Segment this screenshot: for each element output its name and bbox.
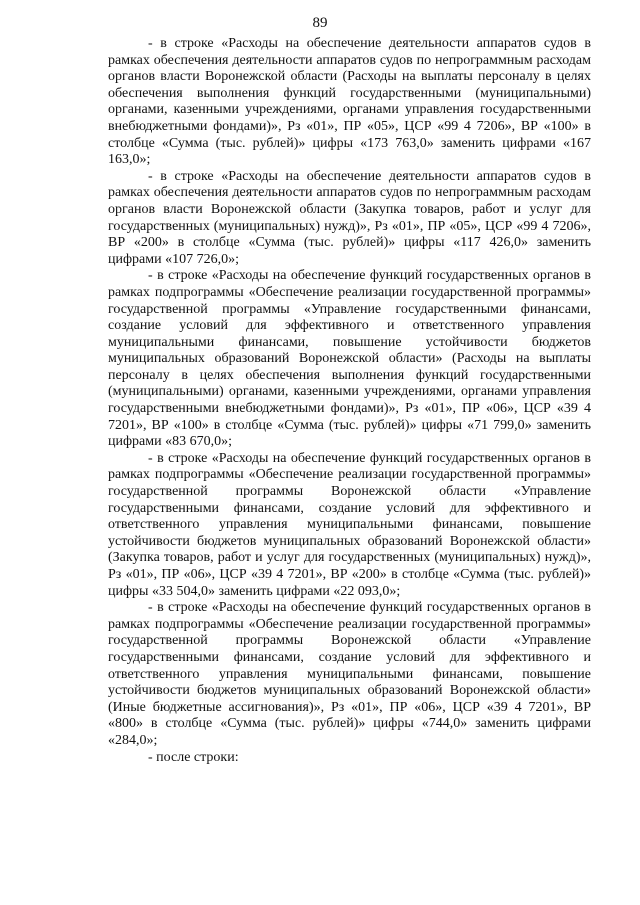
- page-number: 89: [312, 15, 328, 31]
- document-body: [108, 36, 591, 766]
- paragraph-1: - в строке «Расходы на обеспечение деятельности аппаратов судов в рамках обеспечения деятельности аппаратов судов по непрограммным расходам органов власти Воронежской области (Расходы на выплаты персоналу в целях обеспечения выполнения функций государственными (муниципальными) органами, казенными учреждениями, органами управления государственными внебюджетными фондами)», Рз «01», ПР «05», ЦСР «99 4 7206», ВР «100» в столбце «Сумма (тыс. рублей)» цифры «173 763,0» заменить цифрами «167 163,0»;: [108, 36, 591, 168]
- paragraph-6: - после строки:: [148, 749, 239, 765]
- paragraph-2: - в строке «Расходы на обеспечение деятельности аппаратов судов в рамках обеспечения деятельности аппаратов судов по непрограммным расходам органов власти Воронежской области (Закупка товаров, работ и услуг для государственных (муниципальных) нужд)», Рз «01», ПР «05», ЦСР «99 4 7206», ВР «200» в столбце «Сумма (тыс. рублей)» цифры «117 426,0» заменить цифрами «107 726,0»;: [108, 168, 591, 267]
- paragraph-5: - в строке «Расходы на обеспечение функций государственных органов в рамках подпрограммы «Обеспечение реализации государственной программы» государственной программы Воронежской области «Управление государственными финансами, создание условий для эффективного и ответственного управления муниципальными финансами, повышение устойчивости бюджетов муниципальных образований Воронежской области» (Иные бюджетные ассигнования)», Рз «01», ПР «06», ЦСР «39 4 7201», ВР «800» в столбце «Сумма (тыс. рублей)» цифры «744,0» заменить цифрами «284,0»;: [108, 600, 591, 748]
- paragraph-4: - в строке «Расходы на обеспечение функций государственных органов в рамках подпрограммы «Обеспечение реализации государственной программы» государственной программы Воронежской области «Управление государственными финансами, создание условий для эффективного и ответственного управления муниципальными финансами, повышение устойчивости бюджетов муниципальных образований Воронежской области» (Закупка товаров, работ и услуг для государственных (муниципальных) нужд)», Рз «01», ПР «06», ЦСР «39 4 7201», ВР «200» в столбце «Сумма (тыс. рублей)» цифры «33 504,0» заменить цифрами «22 093,0»;: [108, 450, 591, 599]
- paragraph-3: - в строке «Расходы на обеспечение функций государственных органов в рамках подпрограммы «Обеспечение реализации государственной программы» государственной программы «Управление государственными финансами, создание условий для эффективного и ответственного управления муниципальными финансами, повышение устойчивости бюджетов муниципальных образований Воронежской области» (Расходы на выплаты персоналу в целях обеспечения выполнения функций государственными (муниципальными) органами, казенными учреждениями, органами управления государственными внебюджетными фондами)», Рз «01», ПР «06», ЦСР «39 4 7201», ВР «100» в столбце «Сумма (тыс. рублей)» цифры «71 799,0» заменить цифрами «83 670,0»;: [108, 268, 591, 450]
